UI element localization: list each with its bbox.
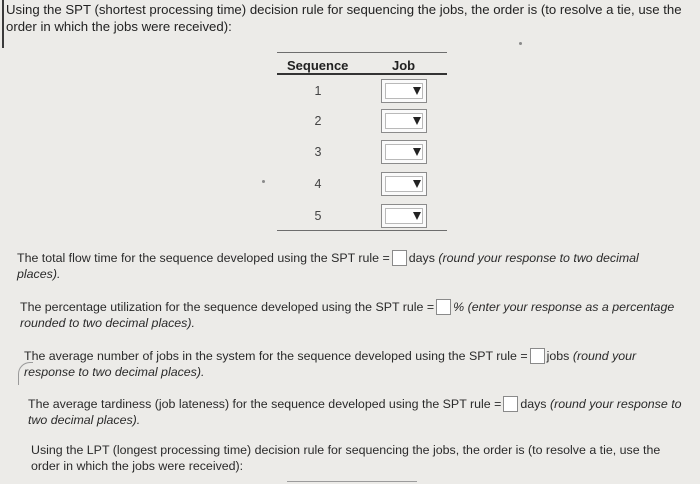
spt-instructions: Using the SPT (shortest processing time) decision rule for sequencing the jobs, the order is (to resolve a tie, use the order in which the jobs were received): (6, 2, 682, 34)
sequence-number: 3 (314, 145, 322, 159)
table-top-rule (277, 52, 447, 53)
question-text: The total flow time for the sequence developed using the SPT rule = (17, 251, 390, 265)
job-select-4[interactable] (381, 172, 427, 196)
speck (262, 180, 265, 183)
lpt-instructions: Using the LPT (longest processing time) decision rule for sequencing the jobs, the order is (to resolve a tie, use the order in which the jobs were received): (31, 443, 661, 473)
column-header-job: Job (392, 58, 416, 73)
question-percentage-utilization (20, 299, 688, 331)
spt-sequence-table (277, 52, 447, 232)
rounding-instruction: (enter your response as a percentage rounded to two decimal places). (20, 300, 675, 330)
question-total-flow-time (17, 250, 682, 282)
unit-label: jobs (546, 349, 570, 363)
unit-label: days (408, 251, 435, 265)
table-row (277, 109, 447, 139)
average-jobs-input[interactable] (530, 348, 545, 364)
dropdown-arrow-icon (413, 117, 421, 125)
dropdown-arrow-icon (413, 148, 421, 156)
unit-label: % (453, 300, 465, 314)
table-top-rule-lpt (287, 481, 417, 482)
table-row (277, 79, 447, 109)
speck (519, 42, 522, 45)
rounding-instruction: (round your response to two decimal places). (17, 251, 639, 281)
question-text: The percentage utilization for the sequence developed using the SPT rule = (20, 300, 435, 314)
dropdown-arrow-icon (413, 87, 421, 95)
dropdown-arrow-icon (413, 212, 421, 220)
question-average-jobs (24, 348, 684, 380)
sequence-number: 1 (314, 84, 322, 98)
dropdown-arrow-icon (413, 180, 421, 188)
average-tardiness-input[interactable] (503, 396, 518, 412)
sequence-number: 5 (314, 209, 322, 223)
question-text: The average tardiness (job lateness) for the sequence developed using the SPT rule = (28, 397, 502, 411)
total-flow-time-input[interactable] (392, 250, 407, 266)
rounding-instruction: (round your response to two decimal places). (24, 349, 637, 379)
question-text: The average number of jobs in the system for the sequence developed using the SPT rule = (24, 349, 528, 363)
job-select-5[interactable] (381, 204, 427, 228)
column-header-sequence: Sequence (287, 58, 349, 73)
job-select-3[interactable] (381, 140, 427, 164)
table-header-rule (277, 73, 447, 75)
rounding-instruction: (round your response to two decimal places). (28, 397, 682, 427)
job-select-2[interactable] (381, 109, 427, 133)
job-select-1[interactable] (381, 79, 427, 103)
table-row (277, 140, 447, 170)
left-margin-rule (2, 0, 4, 48)
sequence-number: 2 (314, 114, 322, 128)
sequence-number: 4 (314, 177, 322, 191)
table-row (277, 172, 447, 202)
unit-label: days (520, 397, 547, 411)
utilization-input[interactable] (436, 299, 451, 315)
table-bottom-rule (277, 230, 447, 231)
question-average-tardiness (28, 396, 688, 428)
